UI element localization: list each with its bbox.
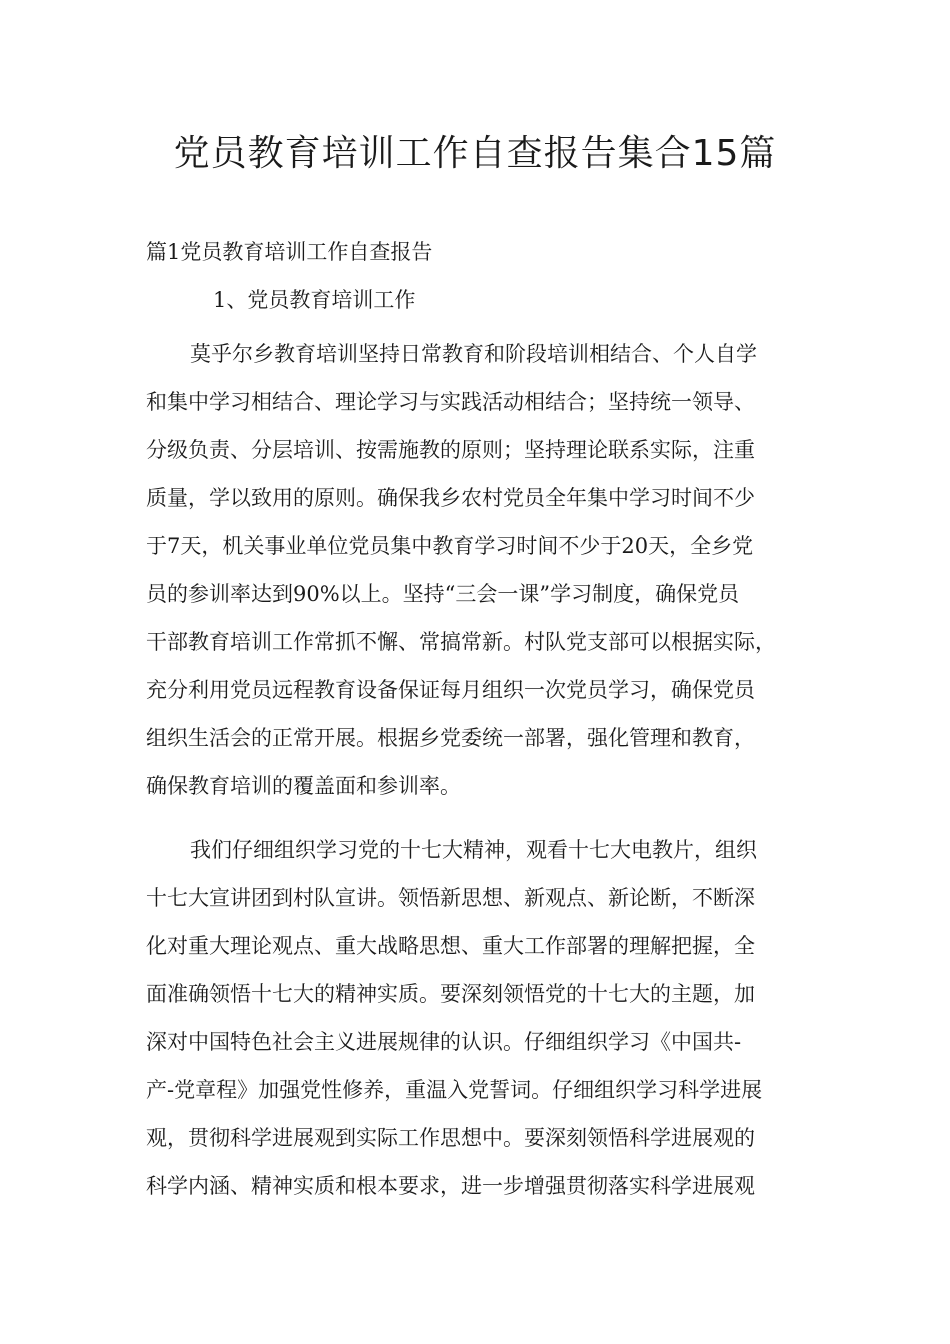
paragraph-line: 员的参训率达到90%以上。坚持“三会一课”学习制度，确保党员 [146,582,740,606]
paragraph-line: 和集中学习相结合、理论学习与实践活动相结合；坚持统一领导、 [146,390,755,414]
paragraph-line: 于7天，机关事业单位党员集中教育学习时间不少于20天，全乡党 [146,534,754,558]
paragraph-line: 我们仔细组织学习党的十七大精神，观看十七大电教片，组织 [190,838,757,862]
paragraph-line: 充分利用党员远程教育设备保证每月组织一次党员学习，确保党员 [146,678,755,702]
sub-heading: 1、党员教育培训工作 [213,288,416,312]
paragraph-line: 确保教育培训的覆盖面和参训率。 [146,774,461,798]
paragraph-2 [146,826,826,1210]
paragraph-line: 莫乎尔乡教育培训坚持日常教育和阶段培训相结合、个人自学 [190,342,757,366]
paragraph-line: 组织生活会的正常开展。根据乡党委统一部署，强化管理和教育， [146,726,755,750]
paragraph-line: 观，贯彻科学进展观到实际工作思想中。要深刻领悟科学进展观的 [146,1126,755,1150]
paragraph-line: 分级负责、分层培训、按需施教的原则；坚持理论联系实际，注重 [146,438,755,462]
document-title: 党员教育培训工作自查报告集合15篇 [173,133,777,174]
paragraph-line: 产-党章程》加强党性修养，重温入党誓词。仔细组织学习科学进展 [146,1078,763,1102]
paragraph-line: 质量，学以致用的原则。确保我乡农村党员全年集中学习时间不少 [146,486,755,510]
paragraph-line: 面准确领悟十七大的精神实质。要深刻领悟党的十七大的主题，加 [146,982,755,1006]
paragraph-line: 深对中国特色社会主义进展规律的认识。仔细组织学习《中国共- [146,1030,742,1054]
paragraph-1 [146,330,826,810]
paragraph-line: 科学内涵、精神实质和根本要求，进一步增强贯彻落实科学进展观 [146,1174,755,1198]
paragraph-line: 干部教育培训工作常抓不懈、常搞常新。村队党支部可以根据实际， [146,630,776,654]
paragraph-line: 十七大宣讲团到村队宣讲。领悟新思想、新观点、新论断，不断深 [146,886,755,910]
section-heading: 篇1党员教育培训工作自查报告 [146,240,433,264]
paragraph-line: 化对重大理论观点、重大战略思想、重大工作部署的理解把握，全 [146,934,755,958]
